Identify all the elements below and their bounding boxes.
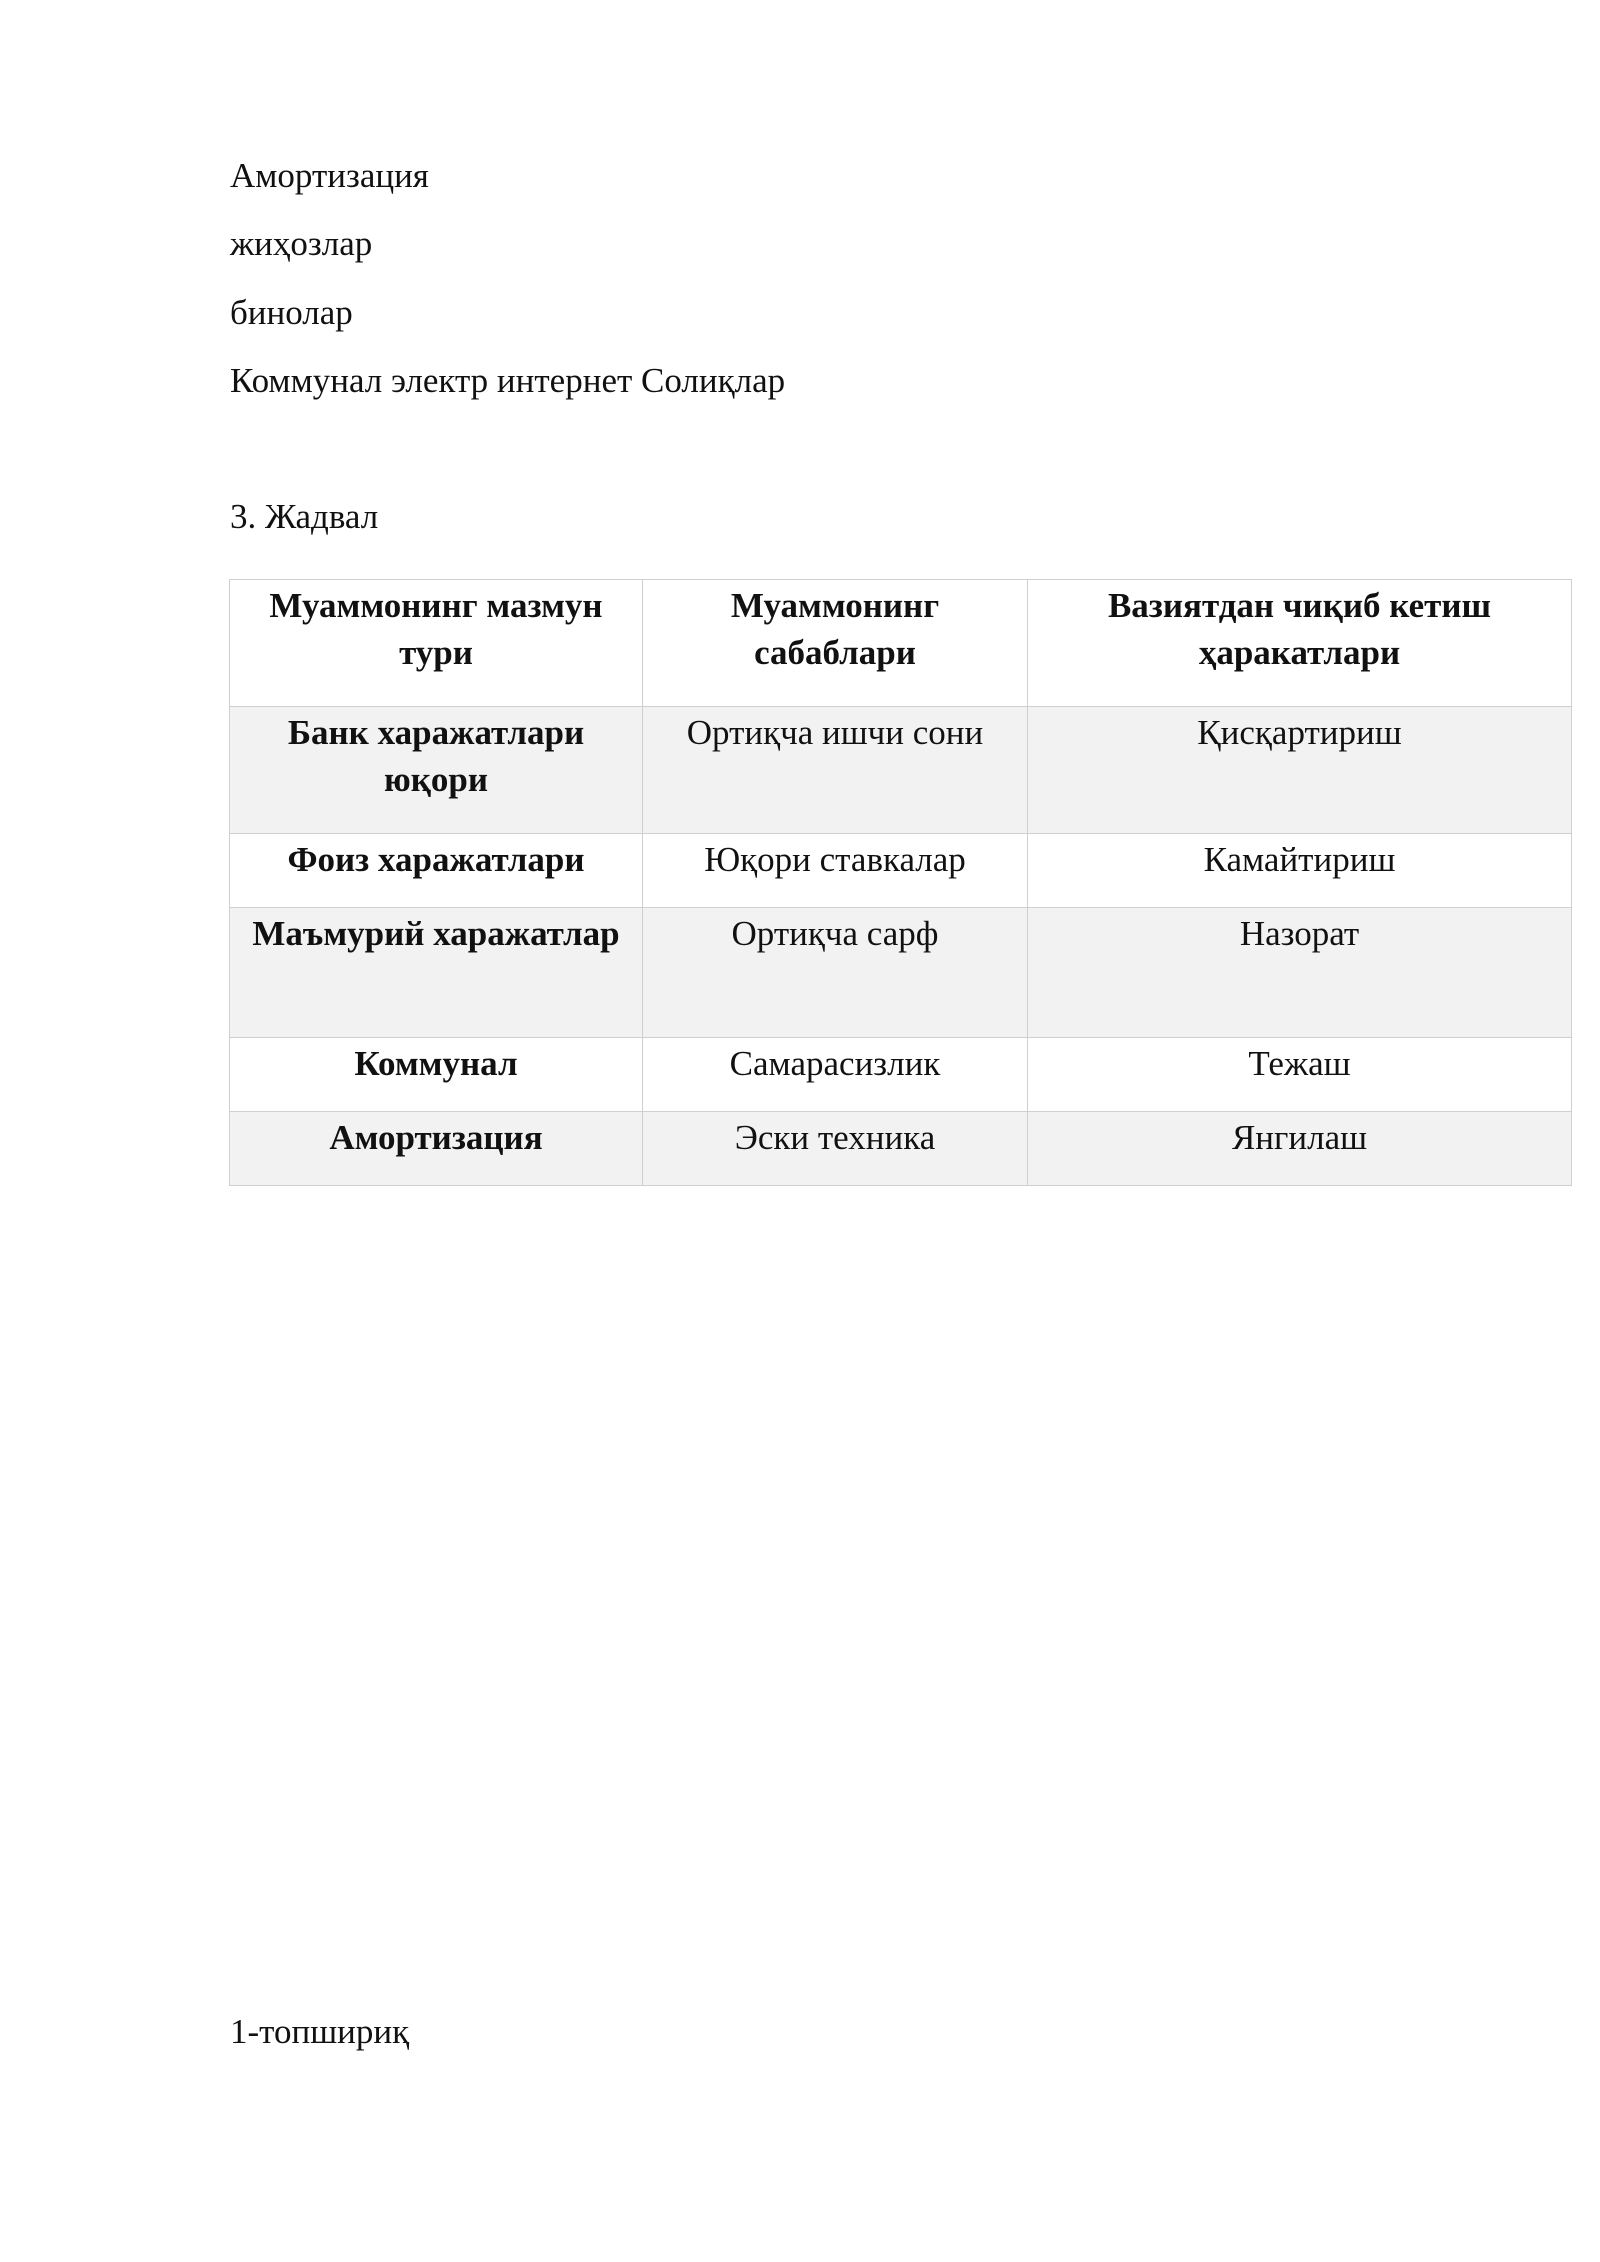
- cell-cause: Самарасизлик: [643, 1038, 1028, 1112]
- problem-solutions-table: [229, 579, 1572, 1186]
- cell-action: Камайтириш: [1028, 834, 1572, 908]
- table-row: [230, 908, 1572, 1038]
- table-row: [230, 1038, 1572, 1112]
- paragraph-equipment: жиҳозлар: [230, 224, 373, 263]
- cell-action: Янгилаш: [1028, 1112, 1572, 1186]
- cell-cause: Ортиқча ишчи сони: [643, 707, 1028, 834]
- cell-cause: Эски техника: [643, 1112, 1028, 1186]
- cell-problem-type: Амортизация: [230, 1112, 643, 1186]
- table-row: [230, 707, 1572, 834]
- table-header-row: [230, 580, 1572, 707]
- paragraph-buildings: бинолар: [230, 293, 353, 332]
- table-row: [230, 834, 1572, 908]
- cell-cause: Юқори ставкалар: [643, 834, 1028, 908]
- cell-problem-type: Маъмурий харажатлар: [230, 908, 643, 1038]
- header-exit-actions: Вазиятдан чиқиб кетиш ҳаракатлари: [1028, 580, 1572, 707]
- cell-action: Қисқартириш: [1028, 707, 1572, 834]
- cell-problem-type: Фоиз харажатлари: [230, 834, 643, 908]
- cell-problem-type: Банк харажатлари юқори: [230, 707, 643, 834]
- cell-cause: Ортиқча сарф: [643, 908, 1028, 1038]
- header-problem-causes: Муаммонинг сабаблари: [643, 580, 1028, 707]
- paragraph-utilities-taxes: Коммунал электр интернет Солиқлар: [230, 361, 786, 400]
- table-caption: 3. Жадвал: [230, 497, 379, 536]
- cell-problem-type: Коммунал: [230, 1038, 643, 1112]
- cell-action: Тежаш: [1028, 1038, 1572, 1112]
- header-problem-type: Муаммонинг мазмун тури: [230, 580, 643, 707]
- table-row: [230, 1112, 1572, 1186]
- task-heading: 1-топшириқ: [230, 2012, 410, 2051]
- paragraph-amortization: Амортизация: [230, 156, 429, 195]
- cell-action: Назорат: [1028, 908, 1572, 1038]
